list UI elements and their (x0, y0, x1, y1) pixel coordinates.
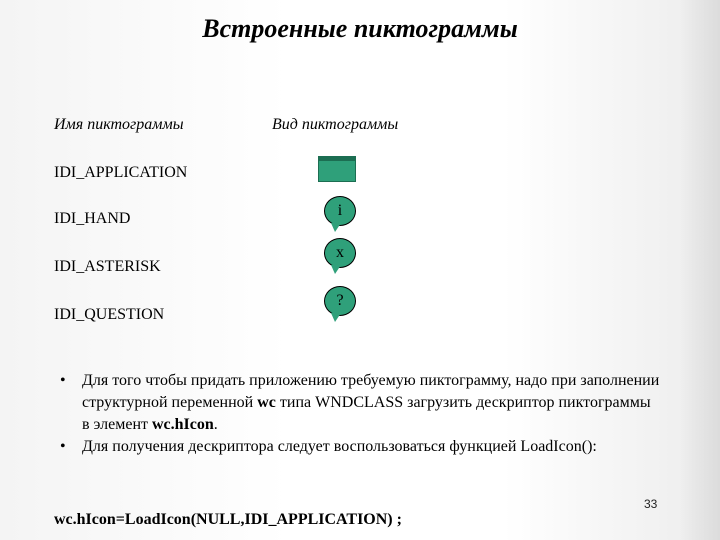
hand-speech-bubble-icon: i (324, 196, 356, 226)
bullet-text-mid: типа WNDCLASS загрузить дескриптор пиктограммы в элемент (82, 394, 651, 433)
bullet-text-pre: Для того чтобы придать приложению требуемую пиктограмму, надо при заполнении структурной переменной (82, 372, 660, 411)
page-title: Встроенные пиктограммы (202, 14, 518, 43)
asterisk-speech-bubble-icon: x (324, 238, 356, 268)
icon-name-hand: IDI_HAND (54, 210, 131, 227)
application-window-icon (318, 156, 356, 182)
page-number: 33 (644, 497, 658, 511)
window-title-bar (319, 157, 355, 161)
bullet-dot: • (60, 438, 66, 455)
bullet-text-bold-wc: wc (257, 394, 276, 411)
bullet-text: Для получения дескриптора следует воспользоваться функцией LoadIcon(): (82, 438, 597, 455)
bullet-text-bold-hicon: wc.hIcon (152, 416, 214, 433)
question-speech-bubble-icon: ? (324, 286, 356, 316)
bullet-item (60, 370, 660, 436)
bullet-list (60, 370, 660, 458)
bullet-dot: • (60, 372, 66, 389)
icon-name-asterisk: IDI_ASTERISK (54, 258, 161, 275)
column-header-view: Вид пиктограммы (272, 116, 399, 133)
code-line: wc.hIcon=LoadIcon(NULL,IDI_APPLICATION) ; (54, 511, 402, 528)
bullet-text-post: . (213, 416, 218, 433)
column-header-name: Имя пиктограммы (54, 116, 184, 133)
icon-name-question: IDI_QUESTION (54, 306, 165, 323)
bullet-item (60, 436, 660, 458)
icon-name-application: IDI_APPLICATION (54, 164, 188, 181)
right-edge-shade (680, 0, 720, 540)
